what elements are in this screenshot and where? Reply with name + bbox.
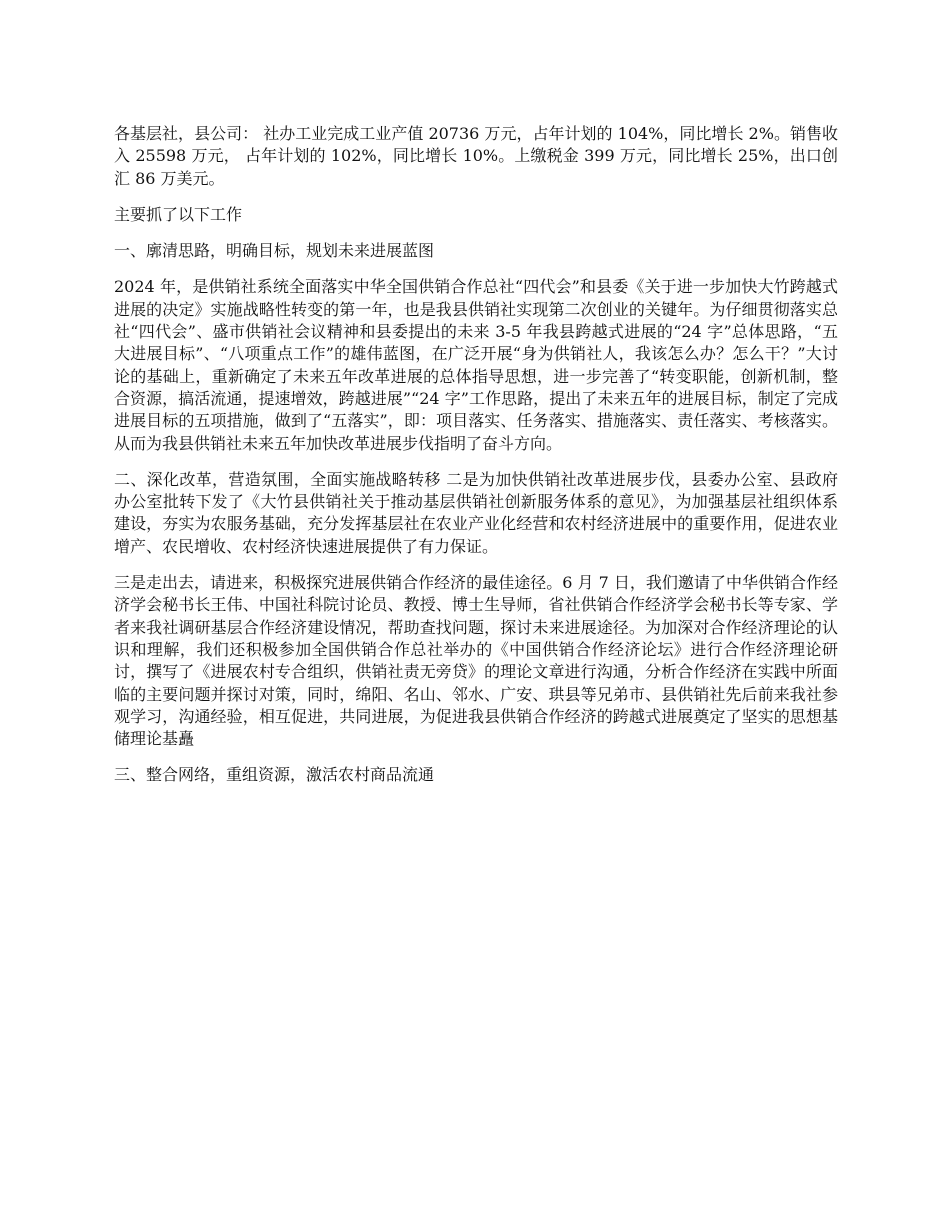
- summary-paragraph: 各基层社，县公司： 社办工业完成工业产值 20736 万元，占年计划的 104%，同比增长 2%。销售收入 25598 万元， 占年计划的 102%，同比增长 10%。上缴税金 399 万元，同比增长 25%，出口创汇 86 万美元。: [114, 124, 838, 188]
- document-page: [114, 123, 838, 801]
- work-intro-line: 主要抓了以下工作: [114, 204, 243, 224]
- section-one-body: 2024 年，是供销社系统全面落实中华全国供销合作总社“四代会”和县委《关于进一步加快大竹跨越式进展的决定》实施战略性转变的第一年，也是我县供销社实现第二次创业的关键年。为仔细贯彻落实总社“四代会”、盛市供销社会议精神和县委提出的未来 3-5 年我县跨越式进展的“24 字”总体思路，“五大进展目标”、“八项重点工作”的雄伟蓝图，在广泛开展“身为供销社人，我该怎么办？怎么干？”大讨论的基础上，重新确定了未来五年改革进展的总体指导思想，进一步完善了“转变职能，创新机制，整合资源，搞活流通，提速增效，跨越进展”“24 字”工作思路，提出了未来五年的进展目标，制定了完成进展目标的五项措施，做到了“五落实”，即：项目落实、任务落实、措施落实、责任落实、考核落实。从而为我县供销社未来五年加快改革进展步伐指明了奋斗方向。: [114, 277, 838, 453]
- section-two-paragraph: 二、深化改革，营造氛围，全面实施战略转移 二是为加快供销社改革进展步伐，县委办公室、县政府办公室批转下发了《大竹县供销社关于推动基层供销社创新服务体系的意见》，为加强基层社组织体系建设，夯实为农服务基础，充分发挥基层社在农业产业化经营和农村经济进展中的重要作用，促进农业增产、农民增收、农村经济快速进展提供了有力保证。: [114, 469, 838, 556]
- section-one-heading: 一、廓清思路，明确目标，规划未来进展蓝图: [114, 241, 435, 261]
- section-three-heading: 三、整合网络，重组资源，激活农村商品流通: [114, 765, 435, 785]
- section-two-point-three: 三是走出去，请进来，积极探究进展供销合作经济的最佳途径。6 月 7 日，我们邀请了中华供销合作经济学会秘书长王伟、中国社科院讨论员、教授、博士生导师，省社供销合作经济学会秘书长等专家、学者来我社调研基层合作经济建设情况，帮助查找问题，探讨未来进展途径。为加深对合作经济理论的认识和理解，我们还积极参加全国供销合作总社举办的《中国供销合作经济论坛》进行合作经济理论研讨，撰写了《进展农村专合组织，供销社责无旁贷》的理论文章进行沟通，分析合作经济在实践中所面临的主要问题并探讨对策，同时，绵阳、名山、邻水、广安、珙县等兄弟市、县供销社先后前来我社参观学习，沟通经验，相互促进，共同进展，为促进我县供销合作经济的跨越式进展奠定了坚实的思想基储理论基矗: [114, 573, 838, 749]
